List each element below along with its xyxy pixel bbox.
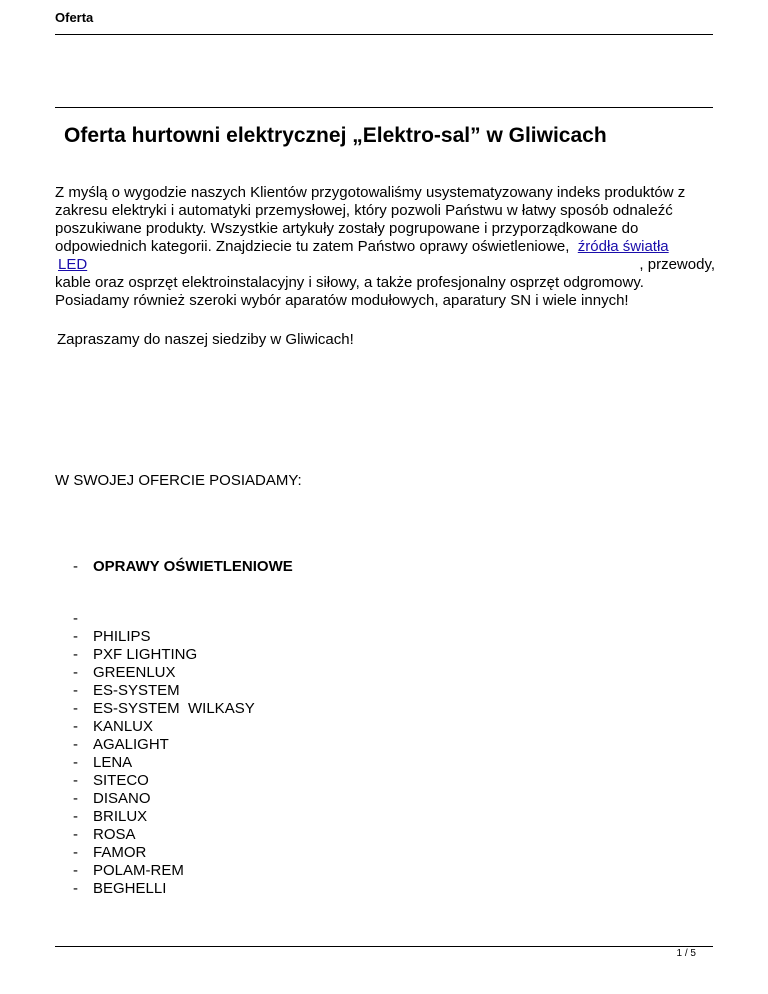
list-dash: - (73, 718, 78, 735)
list-dash: - (73, 754, 78, 771)
brand-name: GREENLUX (93, 664, 176, 681)
brand-list (73, 610, 255, 898)
list-dash: - (73, 610, 78, 627)
list-item (73, 610, 255, 628)
brand-name: FAMOR (93, 844, 147, 861)
intro-line: kable oraz osprzęt elektroinstalacyjny i siłowy, a także profesjonalny osprzęt odgromowy. (55, 274, 644, 291)
brand-name: POLAM-REM (93, 862, 184, 879)
list-item (73, 736, 255, 754)
brand-name: LENA (93, 754, 133, 771)
list-dash: - (73, 736, 78, 753)
led-link[interactable]: LED (58, 256, 88, 273)
list-item (73, 790, 255, 808)
offer-heading: W SWOJEJ OFERCIE POSIADAMY: (55, 472, 302, 489)
category-label: OPRAWY OŚWIETLENIOWE (93, 558, 293, 575)
list-item (73, 628, 255, 646)
brand-name: KANLUX (93, 718, 154, 735)
list-item (73, 862, 255, 880)
intro-text: , przewody, (639, 256, 715, 273)
list-dash: - (73, 808, 78, 825)
intro-line (55, 256, 715, 274)
intro-paragraph (55, 184, 715, 310)
list-dash: - (73, 880, 78, 897)
led-light-sources-link[interactable]: źródła światła (577, 238, 669, 255)
intro-line: poszukiwane produkty. Wszystkie artykuły zostały pogrupowane i przyporządkowane do (55, 220, 639, 237)
list-item (73, 808, 255, 826)
title-divider (55, 107, 713, 108)
list-item (73, 826, 255, 844)
list-item (73, 754, 255, 772)
page-number: 1 / 5 (676, 948, 696, 959)
list-item (73, 844, 255, 862)
brand-name: AGALIGHT (93, 736, 169, 753)
list-item (73, 880, 255, 898)
intro-line: zakresu elektryki i automatyki przemysłowej, który pozwoli Państwu w łatwy sposób odnaleźć (55, 202, 673, 219)
list-dash: - (73, 682, 78, 699)
brand-name: SITECO (93, 772, 149, 789)
brand-name: BEGHELLI (93, 880, 167, 897)
brand-name: ES-SYSTEM (93, 682, 180, 699)
invitation-text: Zapraszamy do naszej siedziby w Gliwicach! (57, 331, 354, 348)
list-dash: - (73, 790, 78, 807)
article-title: Oferta hurtowni elektrycznej „Elektro-sal” w Gliwicach (64, 124, 607, 147)
intro-line: Z myślą o wygodzie naszych Klientów przygotowaliśmy usystematyzowany indeks produktów z (55, 184, 686, 201)
list-dash: - (73, 664, 78, 681)
brand-name: PXF LIGHTING (93, 646, 198, 663)
category-item (73, 558, 293, 575)
list-dash: - (73, 558, 78, 575)
list-dash: - (73, 646, 78, 663)
list-item (73, 682, 255, 700)
list-item (73, 664, 255, 682)
list-dash: - (73, 844, 78, 861)
list-item (73, 718, 255, 736)
list-dash: - (73, 628, 78, 645)
header-divider (55, 34, 713, 35)
brand-name: BRILUX (93, 808, 148, 825)
intro-line (55, 238, 715, 256)
brand-name: PHILIPS (93, 628, 151, 645)
list-dash: - (73, 826, 78, 843)
brand-name: ROSA (93, 826, 136, 843)
page-header-title: Oferta (55, 10, 94, 25)
intro-line: Posiadamy również szeroki wybór aparatów modułowych, aparatury SN i wiele innych! (55, 292, 629, 309)
list-dash: - (73, 700, 78, 717)
footer-divider (55, 946, 713, 947)
brand-name: DISANO (93, 790, 151, 807)
brand-name: ES-SYSTEM WILKASY (93, 700, 255, 717)
list-dash: - (73, 862, 78, 879)
intro-text: odpowiednich kategorii. Znajdziecie tu zatem Państwo oprawy oświetleniowe, (55, 238, 574, 255)
list-dash: - (73, 772, 78, 789)
list-item (73, 772, 255, 790)
list-item (73, 700, 255, 718)
list-item (73, 646, 255, 664)
